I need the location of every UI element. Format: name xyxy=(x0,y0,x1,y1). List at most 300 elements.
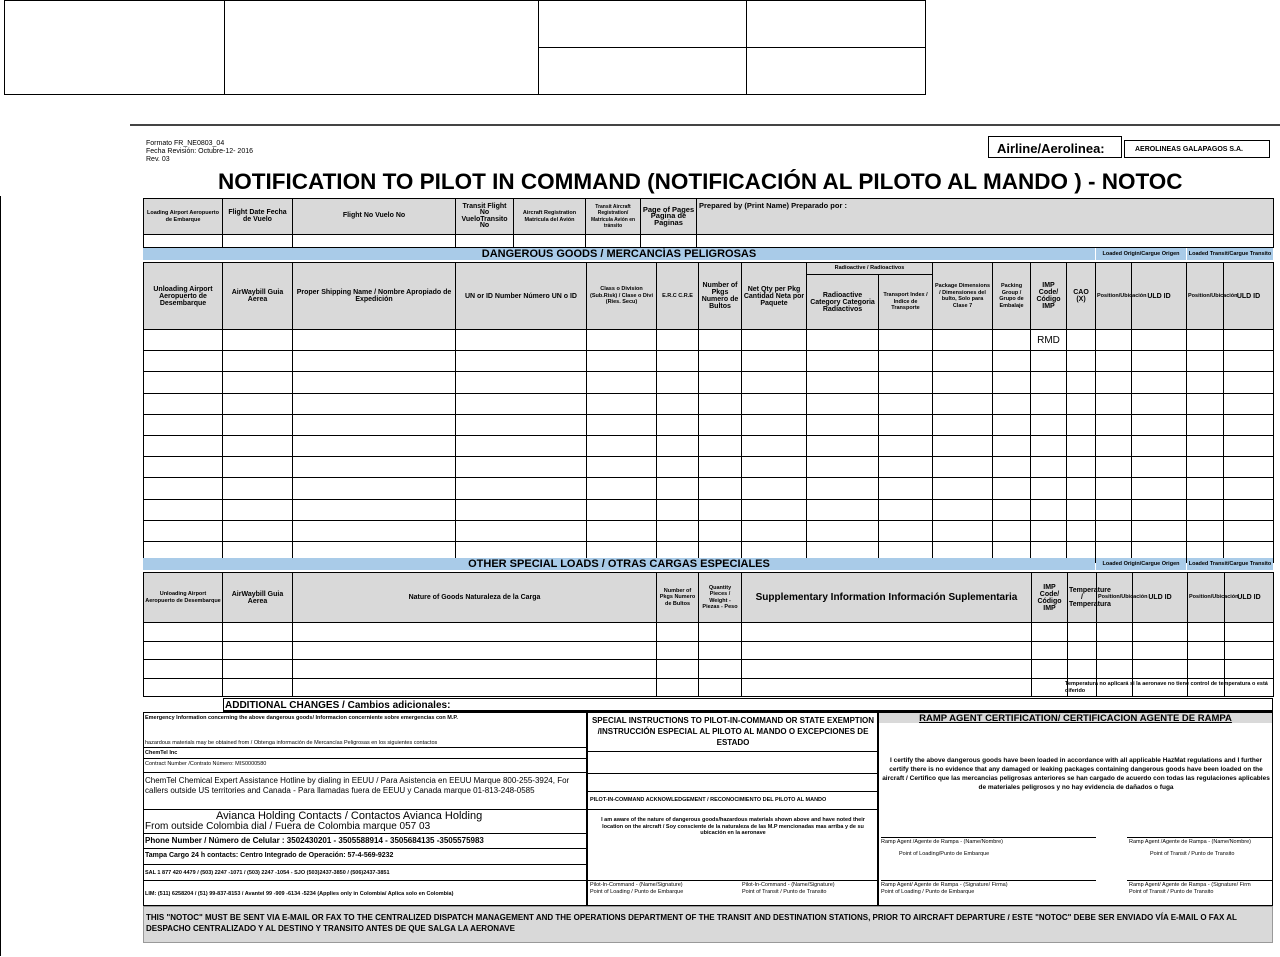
table-cell[interactable] xyxy=(1225,623,1274,642)
special-instructions-box xyxy=(587,712,878,906)
revision-number: Rev. 03 xyxy=(146,156,170,163)
ramp-agent-name-loading[interactable] xyxy=(881,839,1003,857)
dg-col-cao: CAO (X) xyxy=(1067,263,1096,330)
table-cell[interactable] xyxy=(933,351,993,372)
table-cell[interactable] xyxy=(1187,393,1224,414)
table-cell[interactable] xyxy=(144,478,223,499)
table-cell[interactable] xyxy=(993,393,1031,414)
table-cell[interactable] xyxy=(1068,623,1097,642)
table-row xyxy=(144,351,1274,372)
table-cell[interactable] xyxy=(223,330,293,351)
table-cell[interactable] xyxy=(699,678,742,697)
table-cell[interactable] xyxy=(807,520,879,541)
table-cell[interactable] xyxy=(993,499,1031,520)
table-cell[interactable] xyxy=(1096,414,1132,435)
table-cell[interactable] xyxy=(1188,641,1225,660)
table-cell[interactable] xyxy=(1032,623,1068,642)
table-cell[interactable] xyxy=(1096,435,1132,456)
table-cell[interactable] xyxy=(293,499,456,520)
table-cell[interactable] xyxy=(1067,457,1096,478)
loading-airport-field[interactable] xyxy=(144,235,223,248)
ramp-a2-label: Ramp Agent /Agente de Rampa - (Name/Nombre) xyxy=(1129,839,1251,845)
table-cell[interactable] xyxy=(1132,478,1187,499)
table-cell[interactable] xyxy=(293,393,456,414)
dg-col-transport-index: Transport Index / Indice de Transporte xyxy=(879,275,933,330)
table-cell[interactable] xyxy=(657,414,699,435)
table-cell[interactable] xyxy=(1224,414,1274,435)
table-cell[interactable] xyxy=(223,623,293,642)
table-cell[interactable] xyxy=(933,457,993,478)
additional-changes-box[interactable] xyxy=(223,698,1273,712)
table-cell[interactable] xyxy=(144,372,223,393)
table-cell[interactable] xyxy=(1225,660,1274,679)
table-cell[interactable] xyxy=(144,520,223,541)
flight-header-table xyxy=(143,198,1274,248)
table-cell[interactable] xyxy=(1067,372,1096,393)
table-cell[interactable] xyxy=(223,351,293,372)
table-cell[interactable] xyxy=(1096,393,1132,414)
registration-field[interactable] xyxy=(514,235,586,248)
table-row xyxy=(144,393,1274,414)
prepared-by-field[interactable] xyxy=(697,235,1274,248)
table-cell[interactable] xyxy=(587,457,657,478)
osl-col-supplementary: Supplementary Information Información Suplementaria xyxy=(742,573,1032,623)
table-cell[interactable] xyxy=(456,520,587,541)
table-cell[interactable] xyxy=(879,330,933,351)
table-cell[interactable] xyxy=(657,478,699,499)
table-cell[interactable] xyxy=(699,414,742,435)
table-cell[interactable] xyxy=(587,499,657,520)
osl-col-unloading: Unloading Airport Aeropuerto de Desembarque xyxy=(144,573,223,623)
table-cell[interactable] xyxy=(933,478,993,499)
osl-col-quantity: Quantity Pieces / Weight - Piezas - Peso xyxy=(699,573,742,623)
table-cell[interactable] xyxy=(699,499,742,520)
table-cell[interactable] xyxy=(456,372,587,393)
table-cell[interactable] xyxy=(742,678,1032,697)
table-cell[interactable] xyxy=(1031,520,1067,541)
table-cell[interactable] xyxy=(993,372,1031,393)
table-cell[interactable] xyxy=(456,435,587,456)
table-cell[interactable] xyxy=(1031,499,1067,520)
table-cell[interactable] xyxy=(879,372,933,393)
table-cell[interactable] xyxy=(1067,435,1096,456)
table-cell[interactable] xyxy=(1132,435,1187,456)
table-cell[interactable] xyxy=(456,330,587,351)
pic-sig2-point: Point of Transit / Punto de Transito xyxy=(742,888,827,895)
table-cell[interactable] xyxy=(1067,330,1096,351)
table-cell[interactable] xyxy=(993,435,1031,456)
table-row xyxy=(144,414,1274,435)
avianca-phone: Phone Number / Número de Celular : 3502430201 - 3505588914 - 3505684135 -3505575983 xyxy=(145,836,484,845)
table-cell[interactable] xyxy=(699,660,742,679)
dg-col-awb: AirWaybill Guia Aerea xyxy=(223,263,293,330)
table-cell[interactable] xyxy=(1067,520,1096,541)
table-cell[interactable] xyxy=(699,520,742,541)
osl-col-nature: Nature of Goods Naturaleza de la Carga xyxy=(293,573,657,623)
table-cell[interactable] xyxy=(807,499,879,520)
table-cell[interactable] xyxy=(587,520,657,541)
table-cell[interactable] xyxy=(807,435,879,456)
table-cell[interactable] xyxy=(1187,478,1224,499)
table-cell[interactable] xyxy=(879,393,933,414)
dg-loaded-transit: Loaded Transit/Cargue Transito xyxy=(1187,248,1273,260)
table-cell[interactable] xyxy=(807,478,879,499)
table-cell[interactable] xyxy=(144,678,223,697)
emergency-line-1: Emergency Information concerning the above dangerous goods/ Informacion concerniente sobre emergencias con M.P. xyxy=(145,715,458,721)
table-cell[interactable] xyxy=(456,414,587,435)
table-cell[interactable] xyxy=(1225,641,1274,660)
table-cell[interactable] xyxy=(993,330,1031,351)
airline-value-box[interactable] xyxy=(1124,140,1270,158)
table-cell[interactable] xyxy=(742,660,1032,679)
table-cell[interactable] xyxy=(587,351,657,372)
table-cell[interactable] xyxy=(144,660,223,679)
table-cell[interactable] xyxy=(699,351,742,372)
osl-col-temperature: Temperature / Temperatura xyxy=(1068,573,1097,623)
table-cell[interactable] xyxy=(879,478,933,499)
table-cell[interactable] xyxy=(293,330,456,351)
table-cell[interactable] xyxy=(293,478,456,499)
table-cell[interactable] xyxy=(223,457,293,478)
table-cell[interactable] xyxy=(807,330,879,351)
table-cell[interactable] xyxy=(293,641,657,660)
table-cell[interactable] xyxy=(293,660,657,679)
table-cell[interactable] xyxy=(1067,478,1096,499)
table-cell[interactable] xyxy=(933,393,993,414)
table-cell[interactable] xyxy=(993,478,1031,499)
table-cell[interactable] xyxy=(144,351,223,372)
table-cell[interactable] xyxy=(1187,457,1224,478)
table-cell[interactable] xyxy=(293,520,456,541)
table-cell[interactable] xyxy=(1224,393,1274,414)
table-cell[interactable] xyxy=(657,623,699,642)
table-cell[interactable] xyxy=(223,478,293,499)
table-cell[interactable] xyxy=(223,660,293,679)
table-row xyxy=(144,520,1274,541)
table-cell[interactable] xyxy=(993,520,1031,541)
table-cell[interactable] xyxy=(699,393,742,414)
table-cell[interactable] xyxy=(1096,351,1132,372)
table-cell[interactable] xyxy=(1132,330,1187,351)
ramp-agent-name-transit[interactable] xyxy=(1129,839,1251,857)
table-cell[interactable] xyxy=(742,351,807,372)
transit-flight-field[interactable] xyxy=(456,235,514,248)
dg-col-packing-group: Packing Group / Grupo de Embalaje xyxy=(993,263,1031,330)
table-cell[interactable] xyxy=(587,330,657,351)
table-cell[interactable] xyxy=(1132,520,1187,541)
dg-col-net-qty: Net Qty per Pkg Cantidad Neta por Paquete xyxy=(742,263,807,330)
table-row xyxy=(144,499,1274,520)
dg-col-un-number: UN or ID Number Número UN o ID xyxy=(456,263,587,330)
table-cell[interactable] xyxy=(1031,414,1067,435)
table-cell[interactable] xyxy=(657,351,699,372)
table-cell[interactable] xyxy=(223,641,293,660)
table-cell[interactable] xyxy=(1133,641,1188,660)
table-cell[interactable] xyxy=(1031,435,1067,456)
table-cell[interactable] xyxy=(933,414,993,435)
table-cell[interactable] xyxy=(879,520,933,541)
table-cell[interactable] xyxy=(293,623,657,642)
table-cell[interactable] xyxy=(223,372,293,393)
table-cell[interactable] xyxy=(657,660,699,679)
table-cell[interactable] xyxy=(587,478,657,499)
table-cell[interactable] xyxy=(933,499,993,520)
table-cell[interactable] xyxy=(933,435,993,456)
table-cell[interactable] xyxy=(807,351,879,372)
table-cell[interactable] xyxy=(1032,641,1068,660)
table-cell[interactable] xyxy=(933,372,993,393)
table-cell[interactable] xyxy=(1068,660,1097,679)
table-cell[interactable] xyxy=(657,330,699,351)
table-cell[interactable] xyxy=(293,372,456,393)
table-cell[interactable] xyxy=(879,435,933,456)
pic-ack-title: PILOT-IN-COMMAND ACKNOWLEDGEMENT / RECONOCIMIENTO DEL PILOTO AL MANDO xyxy=(590,797,827,803)
ramp-title: RAMP AGENT CERTIFICATION/ CERTIFICACION AGENTE DE RAMPA xyxy=(919,713,1232,724)
table-cell[interactable] xyxy=(293,678,657,697)
table-cell[interactable] xyxy=(1224,520,1274,541)
dg-col-erc: E.R.C C.R.E xyxy=(657,263,699,330)
table-cell[interactable] xyxy=(1132,457,1187,478)
table-row xyxy=(144,330,1274,351)
table-cell[interactable] xyxy=(657,372,699,393)
table-cell[interactable] xyxy=(456,499,587,520)
table-cell[interactable] xyxy=(657,457,699,478)
flight-no-field[interactable] xyxy=(293,235,456,248)
table-cell[interactable] xyxy=(1096,330,1132,351)
table-cell[interactable] xyxy=(1031,351,1067,372)
table-cell[interactable] xyxy=(742,641,1032,660)
hdr-transit-flight: Transit Flight No VueloTransito No xyxy=(456,199,514,235)
pic-signature-transit[interactable] xyxy=(742,882,835,895)
dg-col-uld-origin: ULD ID xyxy=(1132,263,1187,330)
table-cell[interactable] xyxy=(1224,372,1274,393)
table-cell[interactable] xyxy=(1187,372,1224,393)
table-cell[interactable] xyxy=(1096,372,1132,393)
hdr-transit-aircraft: Transit Aircraft Registration/ Matricula Avión en tránsito xyxy=(586,199,641,235)
table-cell[interactable] xyxy=(699,372,742,393)
table-cell[interactable] xyxy=(657,499,699,520)
table-cell[interactable] xyxy=(1188,623,1225,642)
table-cell[interactable] xyxy=(1224,499,1274,520)
table-cell[interactable] xyxy=(1031,372,1067,393)
table-cell[interactable] xyxy=(879,414,933,435)
table-cell[interactable] xyxy=(1187,351,1224,372)
table-cell[interactable] xyxy=(1188,660,1225,679)
transit-registration-field[interactable] xyxy=(586,235,641,248)
osl-section-title: OTHER SPECIAL LOADS / OTRAS CARGAS ESPECIALES xyxy=(143,558,1095,570)
table-row xyxy=(144,457,1274,478)
table-cell[interactable] xyxy=(699,623,742,642)
table-cell[interactable] xyxy=(1067,414,1096,435)
table-cell[interactable] xyxy=(223,414,293,435)
table-cell[interactable] xyxy=(1031,393,1067,414)
table-cell[interactable] xyxy=(807,372,879,393)
table-cell[interactable] xyxy=(1187,330,1224,351)
table-cell[interactable] xyxy=(993,414,1031,435)
ramp-a4-point: Point of Transit / Punto de Transito xyxy=(1129,888,1214,895)
revision-date: Fecha Revisión: Octubre-12- 2016 xyxy=(146,148,253,155)
table-cell[interactable] xyxy=(144,457,223,478)
table-cell[interactable] xyxy=(1067,351,1096,372)
osl-col-uld-transit: ULD ID xyxy=(1225,573,1274,623)
table-cell[interactable] xyxy=(879,351,933,372)
table-cell[interactable] xyxy=(742,393,807,414)
temperature-note: Temperatura no aplicará si la aeronave no tiene control de temperatura o está diferido xyxy=(1065,681,1268,694)
airline-value: AEROLINEAS GALAPAGOS S.A. xyxy=(1135,146,1243,153)
table-cell[interactable] xyxy=(879,499,933,520)
table-cell[interactable] xyxy=(1132,372,1187,393)
table-cell[interactable] xyxy=(933,520,993,541)
table-cell[interactable] xyxy=(933,330,993,351)
table-cell[interactable] xyxy=(144,435,223,456)
table-cell[interactable] xyxy=(1097,660,1133,679)
table-cell[interactable] xyxy=(1132,351,1187,372)
table-cell[interactable] xyxy=(293,351,456,372)
osl-table xyxy=(143,572,1274,697)
emergency-line-2: hazardous materials may be obtained from / Obtenga información de Mercancías Peligrosas en los siguientes contactos xyxy=(145,740,438,746)
dg-col-position-origin: Position/Ubicación xyxy=(1096,263,1132,330)
table-cell[interactable] xyxy=(456,457,587,478)
table-cell[interactable] xyxy=(144,393,223,414)
avianca-contacts-title: Avianca Holding Contacts / Contactos Avianca Holding xyxy=(216,810,483,822)
table-cell[interactable] xyxy=(742,623,1032,642)
additional-changes-title: ADDITIONAL CHANGES / Cambios adicionales: xyxy=(225,700,451,711)
table-cell[interactable] xyxy=(223,520,293,541)
table-cell[interactable] xyxy=(1224,435,1274,456)
pic-ack-text: I am aware of the nature of dangerous goods/hazardous materials shown above and have noted their location on the aircraft / Soy consciente de la naturaleza de las M.P mencionadas mas arriba y de su ubicación en la aeronave xyxy=(601,817,865,836)
table-cell[interactable] xyxy=(1132,499,1187,520)
table-cell[interactable] xyxy=(1224,478,1274,499)
table-cell[interactable] xyxy=(293,414,456,435)
table-cell[interactable] xyxy=(657,641,699,660)
table-cell[interactable] xyxy=(699,641,742,660)
table-cell[interactable] xyxy=(699,478,742,499)
table-cell[interactable] xyxy=(456,478,587,499)
table-cell[interactable] xyxy=(699,435,742,456)
table-row xyxy=(144,641,1274,660)
table-cell[interactable] xyxy=(1187,435,1224,456)
page-field[interactable] xyxy=(641,235,697,248)
table-cell[interactable] xyxy=(807,393,879,414)
table-cell[interactable] xyxy=(742,372,807,393)
table-cell[interactable] xyxy=(742,520,807,541)
table-cell[interactable] xyxy=(587,393,657,414)
table-cell[interactable] xyxy=(1132,414,1187,435)
airline-label-box xyxy=(988,136,1122,158)
table-cell[interactable] xyxy=(1096,520,1132,541)
table-cell[interactable] xyxy=(807,414,879,435)
table-cell[interactable] xyxy=(699,457,742,478)
table-cell[interactable] xyxy=(293,457,456,478)
table-cell[interactable] xyxy=(1096,457,1132,478)
dg-table xyxy=(143,262,1274,563)
table-cell[interactable] xyxy=(1187,520,1224,541)
table-cell[interactable] xyxy=(1096,499,1132,520)
table-cell[interactable] xyxy=(1097,623,1133,642)
table-cell[interactable] xyxy=(1031,478,1067,499)
emergency-info-box xyxy=(143,712,587,906)
table-cell[interactable] xyxy=(144,641,223,660)
table-cell[interactable] xyxy=(742,457,807,478)
table-cell[interactable] xyxy=(223,678,293,697)
table-cell[interactable] xyxy=(657,678,699,697)
table-cell[interactable] xyxy=(1031,457,1067,478)
table-cell[interactable] xyxy=(1187,499,1224,520)
table-cell[interactable] xyxy=(807,457,879,478)
table-cell[interactable] xyxy=(1067,499,1096,520)
table-cell[interactable] xyxy=(1133,623,1188,642)
table-cell[interactable] xyxy=(1032,678,1068,697)
table-cell[interactable] xyxy=(742,499,807,520)
ramp-agent-signature-transit[interactable] xyxy=(1129,882,1251,895)
table-cell[interactable] xyxy=(587,372,657,393)
ramp-agent-box xyxy=(878,712,1273,906)
table-cell[interactable] xyxy=(587,435,657,456)
table-cell[interactable] xyxy=(993,457,1031,478)
table-cell[interactable] xyxy=(993,351,1031,372)
table-cell[interactable] xyxy=(742,414,807,435)
table-cell[interactable] xyxy=(1097,641,1133,660)
table-cell[interactable] xyxy=(1224,330,1274,351)
table-cell[interactable] xyxy=(223,393,293,414)
table-cell[interactable] xyxy=(144,623,223,642)
pic-signature-loading[interactable] xyxy=(590,882,683,895)
ramp-agent-signature-loading[interactable] xyxy=(881,882,1008,895)
chemtel-hotline: ChemTel Chemical Expert Assistance Hotline by dialing in EEUU / Para Asistencia en EEUU Marque 800-255-3924, For callers outside US territories and Canada - Para llamadas fuera de EEUU y Canada marque 01-813-248-0585 xyxy=(145,776,570,795)
avianca-outside: From outside Colombia dial / Fuera de Colombia marque 057 03 xyxy=(145,821,431,832)
table-cell[interactable] xyxy=(1187,414,1224,435)
pic-sig2-label: Pilot-In-Command - (Name/Signature) xyxy=(742,882,835,888)
table-cell[interactable] xyxy=(1096,478,1132,499)
dg-col-pkgs: Number of Pkgs Numero de Bultos xyxy=(699,263,742,330)
table-cell[interactable] xyxy=(1132,393,1187,414)
hdr-loading-airport: Loading Airport Aeropuerto de Embarque xyxy=(144,199,223,235)
footer-notice: THIS "NOTOC" MUST BE SENT VIA E-MAIL OR FAX TO THE CENTRALIZED DISPATCH MANAGEMENT AND THE OPERATIONS DEPARTMENT OF THE TRANSIT AND DESTINATION STATIONS, PRIOR TO AIRCRAFT DEPARTURE / ESTE "NOTOC" DEBE SER ENVIADO VÍA E-MAIL O FAX AL DESPACHO CENTRALIZADO Y AL DESTINO Y TRANSITO ANTES DE QUE SALGA LA AERONAVE xyxy=(143,906,1273,943)
table-cell[interactable] xyxy=(742,478,807,499)
table-cell[interactable] xyxy=(144,499,223,520)
table-cell[interactable] xyxy=(456,351,587,372)
table-cell[interactable] xyxy=(144,330,223,351)
table-cell[interactable] xyxy=(657,520,699,541)
special-instructions-title: SPECIAL INSTRUCTIONS TO PILOT-IN-COMMAND OR STATE EXEMPTION /INSTRUCCIÓN ESPECIAL AL PILOTO AL MANDO O EXCEPCIONES DE ESTADO xyxy=(591,716,875,747)
flight-date-field[interactable] xyxy=(223,235,293,248)
table-cell[interactable] xyxy=(223,435,293,456)
format-code: Formato FR_NE0803_04 xyxy=(146,140,225,147)
table-cell[interactable] xyxy=(1224,457,1274,478)
table-cell[interactable] xyxy=(879,457,933,478)
pic-sig1-label: Pilot-In-Command - (Name/Signature) xyxy=(590,882,683,888)
table-cell[interactable] xyxy=(456,393,587,414)
table-cell[interactable] xyxy=(144,414,223,435)
dg-imp-code-value[interactable]: RMD xyxy=(1031,330,1067,351)
table-cell[interactable] xyxy=(1133,660,1188,679)
table-cell[interactable] xyxy=(742,330,807,351)
table-cell[interactable] xyxy=(1067,393,1096,414)
dg-col-class: Class o Division (Sub.Risk) / Clase o Divi (Ries. Secu) xyxy=(587,263,657,330)
table-cell[interactable] xyxy=(587,414,657,435)
ramp-a2-point: Point of Transit / Punto de Transito xyxy=(1150,850,1235,857)
table-cell[interactable] xyxy=(657,435,699,456)
osl-col-uld-origin: ULD ID xyxy=(1133,573,1188,623)
table-cell[interactable] xyxy=(223,499,293,520)
table-cell[interactable] xyxy=(293,435,456,456)
table-cell[interactable] xyxy=(1068,641,1097,660)
table-cell[interactable] xyxy=(742,435,807,456)
table-cell[interactable] xyxy=(699,330,742,351)
table-cell[interactable] xyxy=(1032,660,1068,679)
table-cell[interactable] xyxy=(1224,351,1274,372)
table-cell[interactable] xyxy=(657,393,699,414)
